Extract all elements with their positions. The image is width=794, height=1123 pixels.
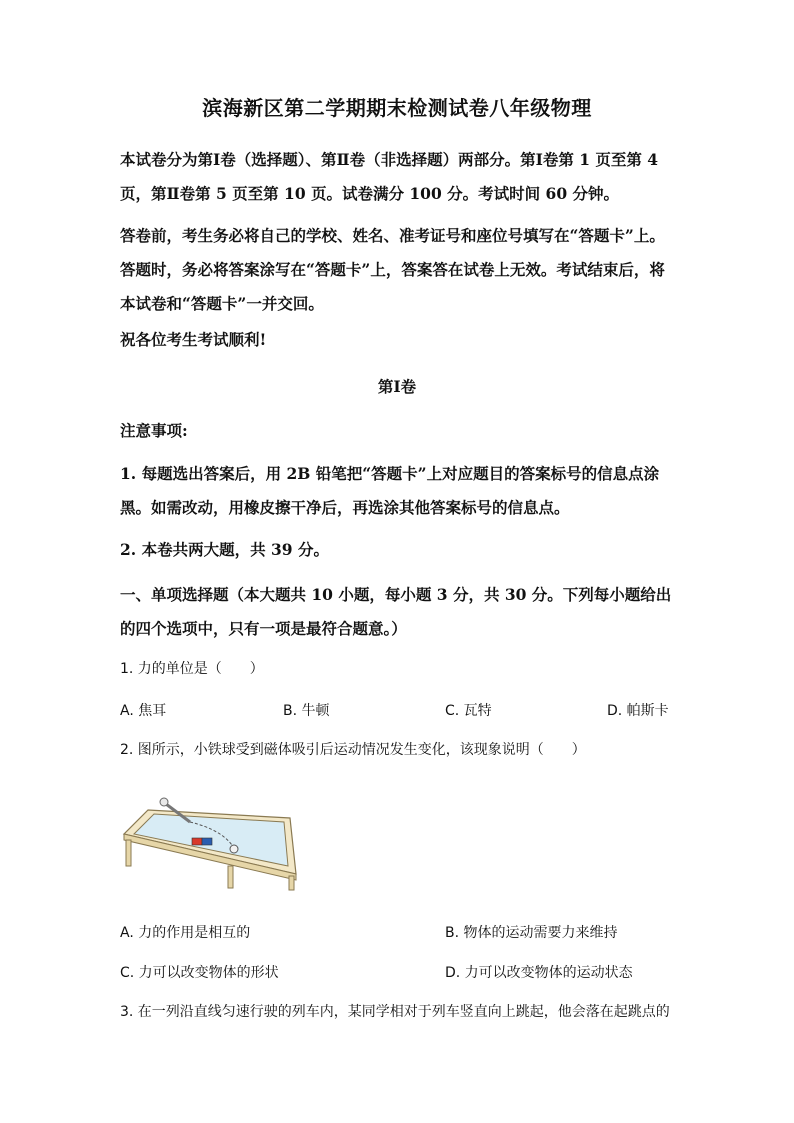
question-1-option-d: D. 帕斯卡: [607, 703, 669, 719]
good-luck-text: 祝各位考生考试顺利!: [120, 330, 267, 349]
question-2-option-c: C. 力可以改变物体的形状: [120, 965, 279, 981]
question-2-option-a: A. 力的作用是相互的: [120, 925, 251, 941]
iron-ball: [230, 845, 238, 853]
question-3-stem: 3. 在一列沿直线匀速行驶的列车内，某同学相对于列车竖直向上跳起，他会落在起跳点的: [120, 1004, 670, 1020]
notice-item-1: 1. 每题选出答案后，用 2B 铅笔把“答题卡”上对应题目的答案标号的信息点涂黑。如需改动，用橡皮擦干净后，再选涂其他答案标号的信息点。: [120, 464, 660, 517]
table-leg: [228, 866, 233, 888]
section-heading: 第Ⅰ卷: [377, 377, 417, 396]
table-leg: [289, 876, 294, 890]
magnet-red-pole: [192, 838, 202, 845]
part-one-heading: 一、单项选择题（本大题共 10 小题，每小题 3 分，共 30 分。下列每小题给出的四个选项中，只有一项是最符合题意。）: [120, 585, 672, 638]
question-2-option-d: D. 力可以改变物体的运动状态: [445, 965, 633, 981]
question-2-option-b: B. 物体的运动需要力来维持: [445, 925, 618, 941]
question-1-option-a: A. 焦耳: [120, 703, 167, 719]
magnet-blue-pole: [202, 838, 212, 845]
instructions-paragraph: 答卷前，考生务必将自己的学校、姓名、准考证号和座位号填写在“答题卡”上。答题时，务必将答案涂写在“答题卡”上，答案答在试卷上无效。考试结束后，将本试卷和“答题卡”一并交回。: [120, 226, 665, 313]
notice-item-2: 2. 本卷共两大题，共 39 分。: [120, 540, 329, 559]
question-1-stem: 1. 力的单位是（ ）: [120, 661, 264, 677]
table-leg: [126, 840, 131, 866]
question-2-stem: 2. 图所示，小铁球受到磁体吸引后运动情况发生变化，该现象说明（ ）: [120, 742, 586, 758]
notice-title: 注意事项:: [120, 421, 188, 440]
question-1-option-c: C. 瓦特: [445, 703, 492, 719]
intro-paragraph: 本试卷分为第Ⅰ卷（选择题）、第Ⅱ卷（非选择题）两部分。第Ⅰ卷第 1 页至第 4 页，第Ⅱ卷第 5 页至第 10 页。试卷满分 100 分。考试时间 60 分钟。: [120, 150, 659, 203]
ramp-ball: [160, 798, 168, 806]
exam-title: 滨海新区第二学期期末检测试卷八年级物理: [202, 96, 592, 120]
magnet-ball-figure: [118, 792, 298, 892]
question-1-option-b: B. 牛顿: [283, 703, 330, 719]
